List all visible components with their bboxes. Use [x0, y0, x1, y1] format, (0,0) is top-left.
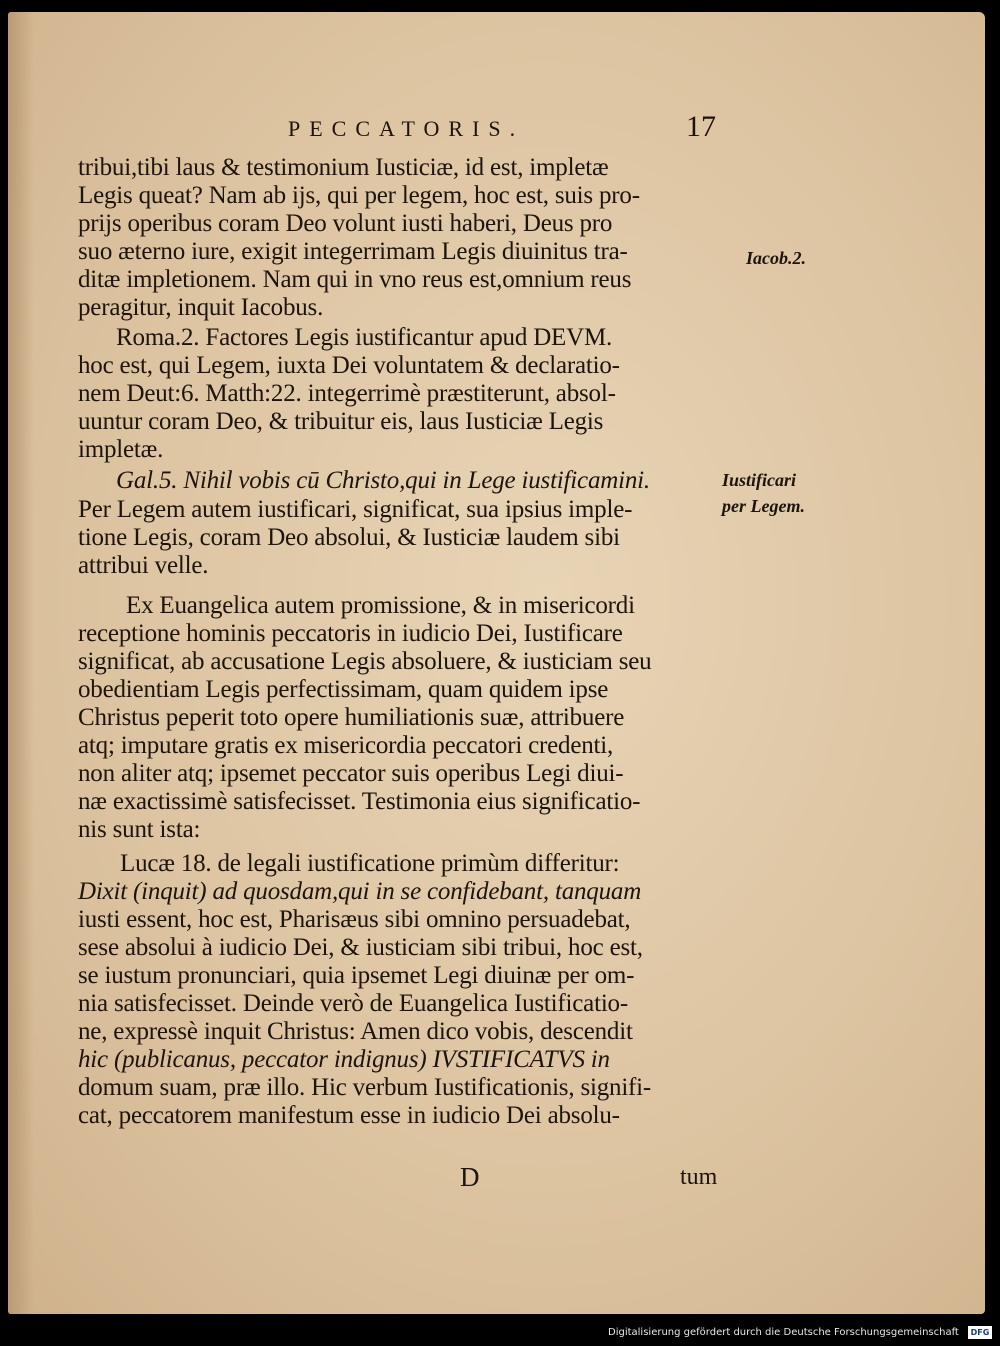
text-line: ditæ impletionem. Nam qui in vno reus est,omnium reus — [78, 266, 632, 293]
text-line: Christus peperit toto opere humiliationis suæ, attribuere — [78, 704, 625, 731]
text-line: atq; imputare gratis ex misericordia peccatori credenti, — [78, 732, 614, 759]
text-line: nis sunt ista: — [78, 816, 201, 843]
text-line: næ exactissimè satisfecisset. Testimonia eius significatio- — [78, 788, 641, 815]
text-line: tione Legis, coram Deo absolui, & Iusticiæ laudem sibi — [78, 524, 620, 551]
text-line: sese absolui à iudicio Dei, & iusticiam sibi tribui, hoc est, — [78, 934, 643, 961]
text-line: nem Deut:6. Matth:22. integerrimè præstiterunt, absol- — [78, 380, 616, 407]
text-line: peragitur, inquit Iacobus. — [78, 294, 324, 321]
text-line: Lucæ 18. de legali iustificatione primùm differitur: — [120, 850, 620, 877]
text-line: tribui,tibi laus & testimonium Iusticiæ, id est, impletæ — [78, 154, 609, 181]
margin-note: Iacob.2. — [746, 248, 806, 268]
catchword: tum — [680, 1164, 718, 1190]
text-line: domum suam, præ illo. Hic verbum Iustificationis, signifi- — [78, 1074, 652, 1101]
text-line: iusti essent, hoc est, Pharisæus sibi omnino persuadebat, — [78, 906, 631, 933]
signature-mark: D — [460, 1162, 480, 1192]
text-line: Gal.5. Nihil vobis cū Christo,qui in Lege iustificamini. — [116, 467, 650, 494]
text-line: prijs operibus coram Deo volunt iusti haberi, Deus pro — [78, 210, 613, 237]
text-line: nia satisfecisset. Deinde verò de Euangelica Iustificatio- — [78, 990, 628, 1017]
text-line: impletæ. — [78, 436, 164, 463]
text-line: receptione hominis peccatoris in iudicio Dei, Iustificare — [78, 620, 623, 647]
running-head-title: PECCATORIS. — [288, 116, 525, 141]
dfg-logo-icon: DFG — [968, 1326, 992, 1339]
margin-note: per Legem. — [722, 496, 805, 516]
running-head — [288, 110, 728, 143]
text-line: non aliter atq; ipsemet peccator suis operibus Legi diui- — [78, 760, 624, 787]
text-line: attribui velle. — [78, 552, 209, 579]
text-line: obedientiam Legis perfectissimam, quam quidem ipse — [78, 676, 609, 703]
text-line: hic (publicanus, peccator indignus) IVSTIFICATVS in — [78, 1046, 610, 1073]
text-line: Per Legem autem iustificari, significat, sua ipsius imple- — [78, 496, 633, 523]
text-line: Legis queat? Nam ab ijs, qui per legem, hoc est, suis pro- — [78, 182, 640, 209]
text-line: ne, expressè inquit Christus: Amen dico vobis, descendit — [78, 1018, 633, 1045]
text-line: Ex Euangelica autem promissione, & in misericordi — [126, 592, 635, 619]
book-page — [8, 12, 985, 1314]
text-line: significat, ab accusatione Legis absoluere, & iusticiam seu — [78, 648, 652, 675]
page-number: 17 — [686, 110, 716, 143]
text-line: suo æterno iure, exigit integerrimam Legis diuinitus tra- — [78, 238, 628, 265]
text-line: hoc est, qui Legem, iuxta Dei voluntatem & declaratio- — [78, 352, 620, 379]
text-line: uuntur coram Deo, & tribuitur eis, laus Iusticiæ Legis — [78, 408, 604, 435]
text-line: cat, peccatorem manifestum esse in iudicio Dei absolu- — [78, 1102, 620, 1129]
text-line: Roma.2. Factores Legis iustificantur apud DEVM. — [116, 324, 613, 351]
text-line: se iustum pronunciari, quia ipsemet Legi diuinæ per om- — [78, 962, 635, 989]
text-line: Dixit (inquit) ad quosdam,qui in se confidebant, tanquam — [78, 878, 642, 905]
funding-note: Digitalisierung gefördert durch die Deutsche Forschungsgemeinschaft — [608, 1327, 959, 1338]
margin-note: Iustificari — [722, 470, 797, 490]
